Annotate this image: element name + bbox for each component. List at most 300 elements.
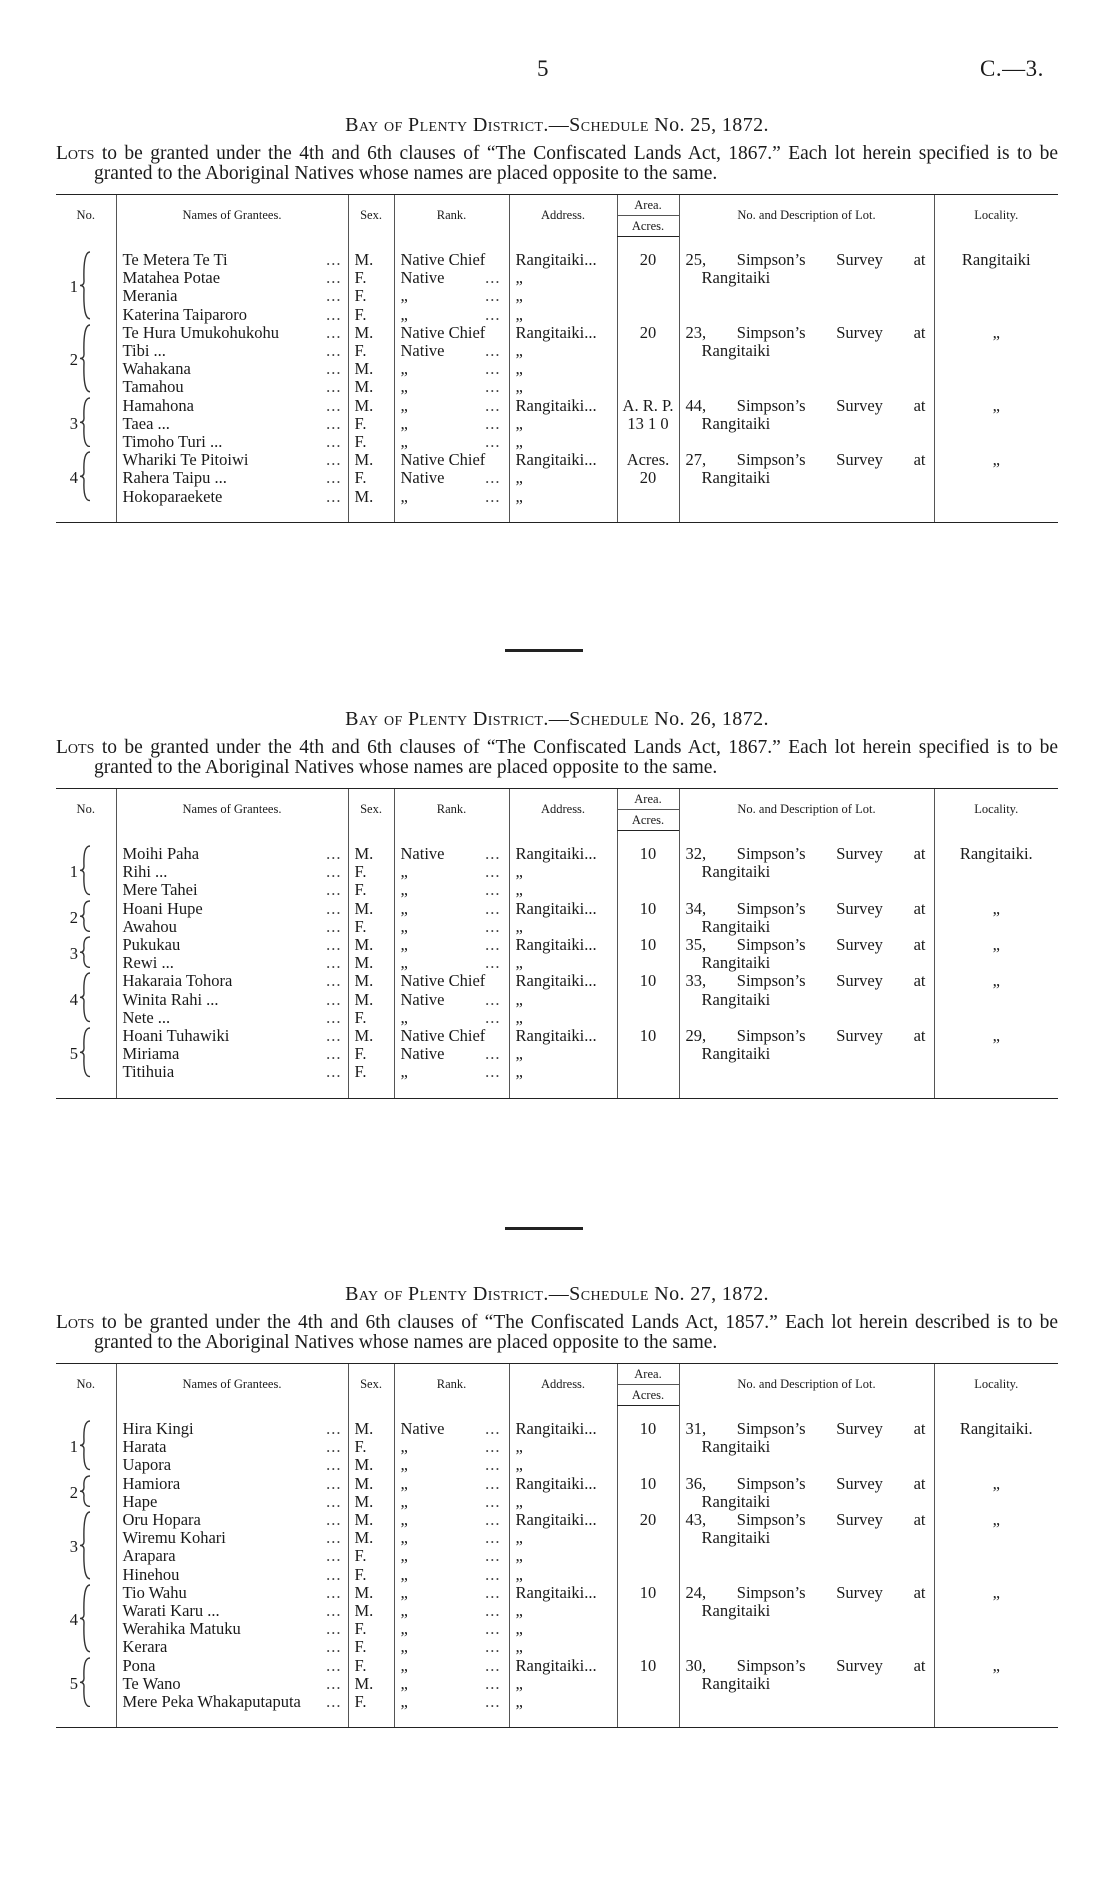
grantee-name-cell xyxy=(116,415,348,433)
address-cell: „ xyxy=(509,954,617,972)
lot-description-word: Simpson’s xyxy=(736,396,806,415)
schedule-title-prefix: Bay of Plenty District.—Schedule xyxy=(345,1283,649,1305)
rank-value: Native xyxy=(400,990,445,1009)
leader-dots: ... xyxy=(326,1583,342,1602)
address-cell: Rangitaiki... xyxy=(509,1657,617,1675)
address-cell: „ xyxy=(509,269,617,287)
grantee-name-cell xyxy=(116,1420,348,1438)
rank-value: „ xyxy=(400,1693,408,1712)
rank-value: Native xyxy=(400,1045,445,1064)
rank-value: Native Chief xyxy=(400,972,486,991)
grantee-name: Timoho Turi ... xyxy=(122,433,223,452)
leader-dots: ... xyxy=(326,1063,342,1082)
lot-number: 4 xyxy=(69,468,78,488)
grantee-name-cell xyxy=(116,1620,348,1638)
table-row xyxy=(56,1027,1058,1045)
col-header-rank: Rank. xyxy=(394,1364,509,1406)
leader-dots: ... xyxy=(485,1674,501,1693)
leader-dots: ... xyxy=(326,917,342,936)
lot-description-word: Survey xyxy=(836,1027,883,1046)
lot-description-word: Survey xyxy=(836,1474,883,1493)
lot-description-number: 30, xyxy=(685,1656,707,1675)
lot-description-word: at xyxy=(913,451,926,470)
lot-description-number: 25, xyxy=(685,251,707,269)
rank-cell xyxy=(394,972,509,990)
col-header-description: No. and Description of Lot. xyxy=(679,789,934,831)
lot-group-number xyxy=(56,1584,116,1657)
address-cell: Rangitaiki... xyxy=(509,1511,617,1529)
sex-cell: M. xyxy=(348,360,394,378)
address-cell: „ xyxy=(509,306,617,324)
rank-cell xyxy=(394,433,509,451)
rank-value: „ xyxy=(400,1638,408,1657)
leader-dots: ... xyxy=(326,1602,342,1621)
locality-cell: „ xyxy=(934,451,1058,506)
address-cell: „ xyxy=(509,1063,617,1081)
lot-description-place: Rangitaiki xyxy=(701,862,771,882)
lot-description-word: at xyxy=(913,845,926,863)
leader-dots: ... xyxy=(485,396,501,415)
lot-number: 1 xyxy=(69,1437,78,1457)
area-value-secondary: 20 xyxy=(639,468,657,488)
lot-description-place: Rangitaiki xyxy=(701,989,771,1009)
col-header-description: No. and Description of Lot. xyxy=(679,1364,934,1406)
lot-description-cell xyxy=(679,1511,934,1584)
grantee-name-cell xyxy=(116,451,348,469)
document-code: C.—3. xyxy=(980,56,1044,81)
address-cell: „ xyxy=(509,1009,617,1027)
lot-description-number: 35, xyxy=(685,936,707,955)
lot-description-cell xyxy=(679,845,934,900)
area-value: 20 xyxy=(639,1511,657,1530)
grantee-name-cell xyxy=(116,991,348,1009)
table-row xyxy=(56,972,1058,990)
lot-description-cell xyxy=(679,1027,934,1082)
leader-dots: ... xyxy=(326,269,342,288)
area-cell xyxy=(617,972,679,1027)
lot-description-number: 27, xyxy=(685,451,707,470)
lot-description-word: Simpson’s xyxy=(736,1420,806,1438)
rank-value: „ xyxy=(400,917,408,936)
lot-description-number: 34, xyxy=(685,899,707,918)
lot-description-word: Survey xyxy=(836,845,883,863)
lot-group-number xyxy=(56,324,116,397)
brace-icon xyxy=(78,936,92,972)
rank-cell xyxy=(394,1602,509,1620)
grantee-name-cell xyxy=(116,972,348,990)
lot-number: 3 xyxy=(69,413,78,433)
col-header-rank: Rank. xyxy=(394,789,509,831)
lot-number: 2 xyxy=(69,350,78,370)
leader-dots: ... xyxy=(326,396,342,415)
rank-cell xyxy=(394,1027,509,1045)
lot-description-word: Simpson’s xyxy=(736,323,806,342)
area-cell xyxy=(617,324,679,397)
locality-cell: „ xyxy=(934,1657,1058,1712)
brace-icon xyxy=(78,1420,92,1475)
rank-value: Native xyxy=(400,469,445,488)
col-header-locality: Locality. xyxy=(934,1364,1058,1406)
rank-cell xyxy=(394,1693,509,1711)
lot-group-number xyxy=(56,1511,116,1584)
lot-number: 2 xyxy=(69,1482,78,1502)
locality-cell: Rangitaiki xyxy=(934,251,1058,324)
rank-value: Native xyxy=(400,1420,445,1438)
lot-description-cell xyxy=(679,1420,934,1475)
rank-value: „ xyxy=(400,881,408,900)
grantee-name: Merania xyxy=(122,287,178,306)
lot-description-word: Simpson’s xyxy=(736,845,806,863)
area-value: 10 xyxy=(639,1420,657,1438)
grantee-name-cell xyxy=(116,342,348,360)
grantee-name-cell xyxy=(116,469,348,487)
lot-description-cell xyxy=(679,1584,934,1657)
intro-lead: Lots xyxy=(56,737,95,758)
address-cell: „ xyxy=(509,378,617,396)
leader-dots: ... xyxy=(485,1492,501,1511)
leader-dots: ... xyxy=(326,469,342,488)
rank-cell xyxy=(394,1009,509,1027)
area-cell xyxy=(617,845,679,900)
leader-dots: ... xyxy=(485,936,501,955)
leader-dots: ... xyxy=(326,451,342,470)
leader-dots: ... xyxy=(485,881,501,900)
leader-dots: ... xyxy=(326,1045,342,1064)
grantee-name-cell xyxy=(116,936,348,954)
grantee-name-cell xyxy=(116,1693,348,1711)
rank-cell xyxy=(394,287,509,305)
grantee-name-cell xyxy=(116,1547,348,1565)
area-cell xyxy=(617,451,679,506)
lot-description-place: Rangitaiki xyxy=(701,1601,771,1621)
rank-value: „ xyxy=(400,414,408,433)
locality-cell: „ xyxy=(934,936,1058,972)
rank-value: „ xyxy=(400,1529,408,1548)
locality-cell: „ xyxy=(934,1584,1058,1657)
lot-description-place: Rangitaiki xyxy=(701,1044,771,1064)
sex-cell: M. xyxy=(348,1493,394,1511)
leader-dots: ... xyxy=(485,954,501,973)
grantee-name-cell xyxy=(116,1456,348,1474)
lot-group-number xyxy=(56,451,116,506)
leader-dots: ... xyxy=(485,1620,501,1639)
grantee-name-cell xyxy=(116,1475,348,1493)
lot-description-word: Simpson’s xyxy=(736,251,806,269)
lot-description-cell xyxy=(679,451,934,506)
area-cell xyxy=(617,1584,679,1657)
grantee-name: Hira Kingi xyxy=(122,1420,194,1438)
col-header-no: No. xyxy=(56,789,116,831)
sex-cell: F. xyxy=(348,342,394,360)
leader-dots: ... xyxy=(326,1620,342,1639)
lot-description-cell xyxy=(679,397,934,452)
grantee-name-cell xyxy=(116,1493,348,1511)
address-cell: Rangitaiki... xyxy=(509,1420,617,1438)
col-header-names: Names of Grantees. xyxy=(116,1364,348,1406)
area-cell xyxy=(617,1657,679,1712)
rank-cell xyxy=(394,863,509,881)
grantee-name: Rewi ... xyxy=(122,954,174,973)
lot-description-place: Rangitaiki xyxy=(701,916,771,936)
intro-text: to be granted under the 4th and 6th clauses of “The Confiscated Lands Act, 1867.” Each lot herein specified is to be granted to the Aboriginal Natives whose names are placed opposite to the same. xyxy=(94,737,1059,778)
address-cell: Rangitaiki... xyxy=(509,845,617,863)
address-cell: „ xyxy=(509,991,617,1009)
area-value: 20 xyxy=(639,323,657,342)
lot-description-word: Survey xyxy=(836,1420,883,1438)
grantee-name-cell xyxy=(116,1566,348,1584)
leader-dots: ... xyxy=(485,1438,501,1457)
col-header-address: Address. xyxy=(509,789,617,831)
rank-cell xyxy=(394,415,509,433)
sex-cell: M. xyxy=(348,1529,394,1547)
grantee-name: Miriama xyxy=(122,1045,180,1064)
sex-cell: M. xyxy=(348,488,394,506)
address-cell: „ xyxy=(509,1438,617,1456)
leader-dots: ... xyxy=(326,1529,342,1548)
table-row xyxy=(56,324,1058,342)
leader-dots: ... xyxy=(326,378,342,397)
lot-group-number xyxy=(56,1657,116,1712)
rank-cell xyxy=(394,918,509,936)
rank-value: „ xyxy=(400,378,408,397)
brace-icon xyxy=(78,324,92,397)
leader-dots: ... xyxy=(326,954,342,973)
address-cell: Rangitaiki... xyxy=(509,1584,617,1602)
grantee-name: Werahika Matuku xyxy=(122,1620,241,1639)
grantee-name-cell xyxy=(116,287,348,305)
lot-description-number: 33, xyxy=(685,972,707,991)
rank-value: Native xyxy=(400,269,445,288)
rank-cell xyxy=(394,1638,509,1656)
grantees-table xyxy=(56,788,1058,1099)
sex-cell: F. xyxy=(348,1063,394,1081)
address-cell: Rangitaiki... xyxy=(509,251,617,269)
area-value: 10 xyxy=(639,1474,657,1493)
rank-cell xyxy=(394,397,509,415)
address-cell: „ xyxy=(509,360,617,378)
leader-dots: ... xyxy=(326,251,342,269)
grantee-name-cell xyxy=(116,863,348,881)
col-header-acres: Acres. xyxy=(617,1385,679,1406)
lot-description-word: Survey xyxy=(836,1583,883,1602)
leader-dots: ... xyxy=(485,845,501,863)
rank-cell xyxy=(394,1045,509,1063)
locality-cell: Rangitaiki. xyxy=(934,1420,1058,1475)
sex-cell: F. xyxy=(348,269,394,287)
brace-icon xyxy=(78,972,92,1027)
rank-value: „ xyxy=(400,899,408,918)
col-header-no: No. xyxy=(56,1364,116,1406)
sex-cell: M. xyxy=(348,1456,394,1474)
lot-description-word: Simpson’s xyxy=(736,1511,806,1530)
address-cell: „ xyxy=(509,1529,617,1547)
lot-description-place: Rangitaiki xyxy=(701,413,771,433)
lot-description-word: at xyxy=(913,972,926,991)
address-cell: „ xyxy=(509,1602,617,1620)
grantee-name: Te Wano xyxy=(122,1674,181,1693)
grantee-name: Rihi ... xyxy=(122,863,168,882)
col-header-address: Address. xyxy=(509,1364,617,1406)
brace-icon xyxy=(78,451,92,506)
lot-number: 1 xyxy=(69,862,78,882)
address-cell: „ xyxy=(509,342,617,360)
page-number: 5 xyxy=(537,56,549,81)
rank-cell xyxy=(394,954,509,972)
leader-dots: ... xyxy=(485,899,501,918)
schedule-intro xyxy=(56,144,1058,184)
schedule-title-number: No. 26, 1872. xyxy=(654,708,769,730)
table-row xyxy=(56,251,1058,269)
area-value: 10 xyxy=(639,972,657,991)
grantee-name: Hokoparaekete xyxy=(122,487,223,506)
lot-description-word: at xyxy=(913,251,926,269)
leader-dots: ... xyxy=(326,1656,342,1675)
address-cell: Rangitaiki... xyxy=(509,900,617,918)
grantee-name-cell xyxy=(116,1584,348,1602)
rank-value: „ xyxy=(400,433,408,452)
lot-description-word: at xyxy=(913,396,926,415)
leader-dots: ... xyxy=(326,1565,342,1584)
address-cell: Rangitaiki... xyxy=(509,1475,617,1493)
grantee-name: Uapora xyxy=(122,1456,172,1475)
lot-description-place: Rangitaiki xyxy=(701,341,771,361)
locality-cell: Rangitaiki. xyxy=(934,845,1058,900)
lot-description-place: Rangitaiki xyxy=(701,1491,771,1511)
sex-cell: M. xyxy=(348,451,394,469)
leader-dots: ... xyxy=(326,972,342,991)
sex-cell: F. xyxy=(348,306,394,324)
rank-value: Native Chief xyxy=(400,251,486,269)
grantee-name-cell xyxy=(116,1529,348,1547)
sex-cell: M. xyxy=(348,991,394,1009)
lot-description-place: Rangitaiki xyxy=(701,953,771,973)
sex-cell: M. xyxy=(348,936,394,954)
leader-dots: ... xyxy=(326,1420,342,1438)
lot-group-number xyxy=(56,1475,116,1511)
grantee-name: Matahea Potae xyxy=(122,269,221,288)
grantee-name: Wahakana xyxy=(122,360,191,379)
sex-cell: F. xyxy=(348,469,394,487)
leader-dots: ... xyxy=(485,1547,501,1566)
address-cell: „ xyxy=(509,1045,617,1063)
col-header-description: No. and Description of Lot. xyxy=(679,195,934,237)
lot-description-place: Rangitaiki xyxy=(701,1673,771,1693)
rank-cell xyxy=(394,1566,509,1584)
grantees-table xyxy=(56,194,1058,523)
lot-description-word: Simpson’s xyxy=(736,899,806,918)
rank-cell xyxy=(394,1456,509,1474)
sex-cell: F. xyxy=(348,1638,394,1656)
col-header-acres: Acres. xyxy=(617,810,679,831)
address-cell: „ xyxy=(509,1693,617,1711)
grantee-name: Arapara xyxy=(122,1547,176,1566)
sex-cell: F. xyxy=(348,1438,394,1456)
grantee-name-cell xyxy=(116,1438,348,1456)
rank-cell xyxy=(394,469,509,487)
lot-description-number: 43, xyxy=(685,1511,707,1530)
lot-group-number xyxy=(56,1420,116,1475)
lot-description-word: at xyxy=(913,1511,926,1530)
address-cell: „ xyxy=(509,415,617,433)
col-header-rank: Rank. xyxy=(394,195,509,237)
lot-description-word: at xyxy=(913,899,926,918)
table-row xyxy=(56,1511,1058,1529)
sex-cell: F. xyxy=(348,881,394,899)
rank-value: „ xyxy=(400,863,408,882)
grantee-name: Te Hura Umukohukohu xyxy=(122,323,279,342)
area-cell xyxy=(617,1420,679,1475)
grantee-name-cell xyxy=(116,1638,348,1656)
leader-dots: ... xyxy=(485,469,501,488)
section-divider xyxy=(505,1227,583,1230)
grantee-name-cell xyxy=(116,1063,348,1081)
sex-cell: M. xyxy=(348,1584,394,1602)
rank-value: „ xyxy=(400,487,408,506)
leader-dots: ... xyxy=(326,1438,342,1457)
address-cell: „ xyxy=(509,488,617,506)
area-value: Acres. xyxy=(626,451,670,470)
rank-value: „ xyxy=(400,305,408,324)
leader-dots: ... xyxy=(485,487,501,506)
rank-value: Native Chief xyxy=(400,1027,486,1046)
rank-value: „ xyxy=(400,1492,408,1511)
lot-description-word: Simpson’s xyxy=(736,1583,806,1602)
col-header-area: Area. xyxy=(617,1364,679,1385)
grantee-name: Hape xyxy=(122,1492,158,1511)
rank-value: „ xyxy=(400,1511,408,1530)
rank-value: „ xyxy=(400,1620,408,1639)
grantees-table xyxy=(56,1363,1058,1728)
lot-group-number xyxy=(56,845,116,900)
col-header-address: Address. xyxy=(509,195,617,237)
rank-cell xyxy=(394,378,509,396)
table-row xyxy=(56,1475,1058,1493)
grantee-name-cell xyxy=(116,306,348,324)
sex-cell: M. xyxy=(348,397,394,415)
leader-dots: ... xyxy=(326,1474,342,1493)
grantee-name-cell xyxy=(116,954,348,972)
schedule-title-prefix: Bay of Plenty District.—Schedule xyxy=(345,708,649,730)
lot-number: 1 xyxy=(69,277,78,297)
table-row xyxy=(56,397,1058,415)
address-cell: Rangitaiki... xyxy=(509,451,617,469)
grantee-name: Tibi ... xyxy=(122,342,166,361)
rank-cell xyxy=(394,936,509,954)
grantee-name-cell xyxy=(116,1511,348,1529)
lot-description-number: 31, xyxy=(685,1420,707,1438)
table-row xyxy=(56,1420,1058,1438)
lot-description-word: at xyxy=(913,323,926,342)
leader-dots: ... xyxy=(485,1045,501,1064)
area-value: 10 xyxy=(639,936,657,955)
lot-number: 4 xyxy=(69,1610,78,1630)
leader-dots: ... xyxy=(326,433,342,452)
lot-description-word: at xyxy=(913,936,926,955)
lot-description-cell xyxy=(679,936,934,972)
leader-dots: ... xyxy=(485,863,501,882)
rank-value: „ xyxy=(400,1602,408,1621)
lot-description-word: Simpson’s xyxy=(736,936,806,955)
lot-description-word: Simpson’s xyxy=(736,451,806,470)
lot-description-word: at xyxy=(913,1583,926,1602)
address-cell: „ xyxy=(509,863,617,881)
lot-description-word: at xyxy=(913,1656,926,1675)
leader-dots: ... xyxy=(326,287,342,306)
table-row xyxy=(56,936,1058,954)
leader-dots: ... xyxy=(326,323,342,342)
lot-description-word: at xyxy=(913,1420,926,1438)
sex-cell: M. xyxy=(348,1511,394,1529)
